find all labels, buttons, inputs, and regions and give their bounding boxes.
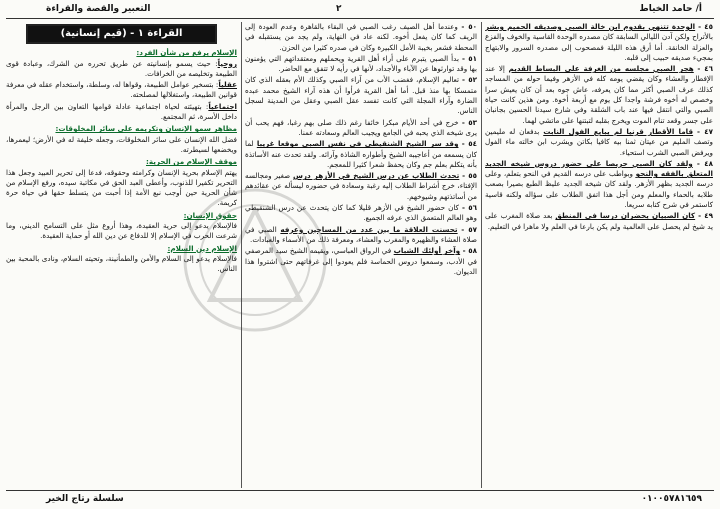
- paragraph-number: ٥١ -: [461, 53, 477, 63]
- item-text: فالإسلام يدعو إلى حرية العقيدة، وهذا أروع مثل على التسامح الديني، وما شرعت الحرب في الإسلام إلا للدفاع عن دين الله أو حماية العقيدة.: [6, 221, 237, 241]
- paragraph: [485, 64, 713, 126]
- paragraph: [485, 127, 713, 158]
- paragraph-heading: وقد سر الشيخ الشنقيطي في نفس الصبي موقعا غريبا: [256, 139, 459, 149]
- paragraph-number: ٥٠ -: [461, 22, 477, 31]
- paragraph-text: وعندما أهل الصيف رغب الصبي في البقاء بالقاهرة وعدم العودة إلى الريف كما كان يفعل أخوه. لكنه عاد في النهاية، ولم يجد من يستقبله في المحطة فشعر بخيبة الأمل الكبيرة وكان في صدره كثيرا من الحزن.: [245, 22, 477, 52]
- paragraph-text: كان حضور الشيخ في الأزهر قليلا كما كان يتحدث عن درس الشنقيطي وهو العالم المتعمق الذي عرفه الجميع.: [245, 203, 477, 223]
- section-item: [6, 102, 237, 123]
- subject-title: التعبير والقصة والقراءة: [46, 4, 151, 14]
- paragraph-text: إلا عند الإفطار والعشاء وكان يقضي يومه كله في الأزهر وفيما حوله من المساجد كذلك عرف الصبي أكثر مما كان يعرفه، عاش جوه بعد أن كان يعيش سرا وخصص له أخوه فرشة واجدا كل يوم مع أربعة أخوة. ومن هذين كانت حياة الصبي والتي انتقل فيها عند باب الشلقة وفي شارع سيدنا الحسين بجانبان على جسر وقعد تنام الموت ويخرج بقلبه لتبتنها على ماتشي لهما.: [485, 64, 713, 125]
- paragraph-number: ٥٢ -: [462, 75, 477, 85]
- section-item: [6, 254, 237, 275]
- paragraph-number: ٥٥ -: [462, 171, 477, 181]
- paragraph: [485, 22, 713, 63]
- paragraph-number: ٥٦ -: [461, 203, 477, 213]
- paragraph-text: الصبي في صلاة العشاء والظهيرة والمغرب والعشاء، ومعرفة ذلك من الأسماء والعبادات.: [245, 224, 477, 244]
- paragraph-heading: كان الصبيان يحضران درسا في المنطق: [555, 211, 696, 221]
- column-divider: [241, 22, 242, 488]
- section-title: مظاهر سمو الإنسان وتكريمه على سائر المخلوقات:: [55, 124, 237, 134]
- paragraph: [245, 225, 477, 246]
- paragraph-number: ٤٧ -: [697, 126, 713, 136]
- paragraph-heading: وآخر أولئك الشباب: [393, 246, 461, 256]
- paragraph-text: في الرواق العباسي، ويقيمه الشيخ سيد المرصفي في الأدب، وسمعوا دروس الحماسة فلم يعودوا إلى غرفاتهم حتى اشتروا هذا الديوان.: [245, 246, 477, 276]
- section-title: الإسلام دين السلام:: [167, 243, 237, 253]
- item-text: : حيث يسمو بإنسانيته عن طريق تحرره من الشرك، وعبادة قوى الطبيعة وتخليصه من الخرافات.: [6, 58, 237, 78]
- paragraph-number: ٥٧ -: [461, 224, 477, 234]
- item-text: فضل الله الإنسان على سائر المخلوقات، وجعله خليفة له في الأرض؛ ليعمرها، ويخضعها لسيطرته.: [6, 134, 237, 154]
- section-title: الإسلام يرفع من شأن الفرد:: [136, 48, 237, 58]
- paragraph: [245, 75, 477, 116]
- page-footer: [6, 490, 714, 507]
- column-middle: [245, 22, 477, 488]
- paragraph-text: تعاليم الإسلام، فغضب الأب من آراء الصبي وكذلك الأم بعقله الذي كان متمسكا بها منذ قبل. أما أهل القرية فرأوا أن هذه آراء الشيخ محمد عبده الضارة وآراء المجلة التي كانت تفسد عقل الصبي وعقل من المدينة لسجل الناس.: [245, 75, 477, 116]
- paragraph: [485, 211, 713, 232]
- paragraph-heading: الوحدة تتنهي بقدوم ابن خالة الصبي وصديقه الحميم وبشر: [485, 22, 696, 31]
- paragraph-heading: ولقد كان الصبي حريصا على حضور دروس شيخه الجديد المتعلق بالفقه والنحو: [485, 158, 713, 179]
- paragraph: [245, 22, 477, 53]
- phone-number: ٠١٠٠٥٧٨١٦٥٩: [641, 494, 702, 504]
- paragraph-heading: تحسنت العلاقة ما بين عدد من المساجين وعرفه: [280, 224, 458, 234]
- paragraph: [245, 171, 477, 202]
- item-text: : بتهيئته لحياة اجتماعية عادلة قوامها التعاون بين الرجل والمرأة داخل الأسرة، ثم المجتمع.: [6, 101, 237, 122]
- section-item: [6, 59, 237, 80]
- section-item: [6, 221, 237, 242]
- lesson-title-box: القراءة ١ - (قيم إنسانية): [26, 24, 217, 44]
- paragraph-heading: هجر الصبي مجلسه من الغرفة على البساط القديم: [508, 64, 694, 74]
- teacher-name: أ/ حامد الخياط: [639, 4, 702, 14]
- paragraph-number: ٥٣ -: [461, 117, 477, 127]
- paragraph-text: صغير ومجالسه الإفتاء، خرج أشراط الطلاب إليه رغبة وسعادة في حضوره ليسأله عن عقائدهم من أساتذتهم وشيوخهم.: [245, 171, 477, 201]
- section-title: موقف الإسلام من الحرية:: [145, 157, 237, 167]
- paragraph-text: لما كان يسمعه من أعاجيبه الشيخ وأطواره الشاذة وآرائه. ولقد تحدث عنه الأساتذة بأنه يتكلم بعلم جم وكان يحفظ شعرا كثيرا للمعجم.: [245, 139, 477, 169]
- page-number: ٢: [336, 4, 342, 14]
- paragraph-number: ٤٨ -: [696, 158, 713, 168]
- page-header: [6, 2, 714, 19]
- section-item: [6, 135, 237, 156]
- paragraph: [485, 159, 713, 210]
- paragraph-heading: تحدث الطلاب عن درس الشيخ في الأزهر درس: [293, 171, 460, 181]
- item-text: يهتم الإسلام بحرية الإنسان وكرامته وحقوقه، فدعا إلى تحرير العبيد وجعل هذا التحرير تكفيرا للذنوب، وأعطى العبد الحق في مكاتبة سيده، ورفع الإسلام من شأن الحرية حين أوجب نبع الأمة إذا أحبت من يتسلط حقها في حياة حرة كريمة.: [6, 167, 237, 208]
- series-name: سلسلة رتاج الخير: [46, 494, 124, 504]
- paragraph-text: وبواطب على درسه القديم في النحو بتعلم، وعلى درسه الجديد بظهر الأزهر. ولقد كان شيخه الجديد عليظ الطبع بصيرا بصعب طلابه بالحماء والمعلم ومن أجل هذا اتفق الطلاب على سؤاله ولكنه قاسية كاستمر في شرح كتابه سريعا.: [485, 169, 713, 210]
- paragraph-text: بدفعان له مليمين وتصف المليم من عيتان ثمنا بيه كافيا بكاتن ويشرب ابن خالته ماء الفول ويرفض الصبي الشرب استحياء.: [485, 126, 713, 157]
- section-item: [6, 80, 237, 101]
- paragraph: [245, 203, 477, 224]
- paragraph-number: ٥٤ -: [461, 139, 477, 149]
- paragraph-number: ٤٩ -: [698, 211, 713, 221]
- paragraph-heading: قاما الأقطار قرنيا لم يبايع الفول النابت: [543, 126, 694, 136]
- paragraph: [245, 139, 477, 170]
- item-text: فالإسلام يدعو إلى السلام والأمن والطمأنينة، وتحيته السلام، ونادى بالمحبة بين الناس.: [6, 253, 237, 274]
- paragraph-text: بالأتراح ولكن آدن الليالي السابقة كان مصدره الوحدة القاسية والخوف والفزع والعزلة الخانقة. أما أرق هذه الليلة فمصحوب إلى مصدره السرور والابتهاج بمجيء صديقه حبيب إلى قلبه.: [485, 32, 713, 62]
- paragraph-number: ٤٦ -: [697, 64, 713, 74]
- keyword: عقلياً: [218, 80, 237, 90]
- paragraph-number: ٥٨ -: [462, 246, 477, 256]
- paragraph-text: بعد صلاة المغرب على يد شيخ لم يحصل على العالمية ولم يكن بارعا في العلم ولا ماهرا في التعليم.: [485, 211, 713, 231]
- keyword: روحياً: [217, 58, 237, 68]
- item-text: : بتسخير عوامل الطبيعة، وقواها له، وسلطة، واستخدام عقله في معرفة قوانين الطبيعة، واستغلالها لمصلحته.: [6, 80, 237, 100]
- column-right: [485, 22, 713, 488]
- paragraph-number: ٤٥ -: [698, 22, 713, 31]
- keyword: اجتماعياً: [208, 101, 237, 111]
- paragraph: [245, 118, 477, 139]
- paragraph: [245, 54, 477, 75]
- section-item: [6, 168, 237, 209]
- column-divider: [481, 22, 482, 488]
- column-left: [6, 22, 237, 488]
- paragraph-text: بدأ الصبي يتبرم على أراء أهل القرية ويحملهم ومعتقداتهم التي يؤمنون بها وقد توارثوها عن الآباء والأجداد، لأنها في رأيه لا تتفق مع الحاضر.: [245, 53, 477, 74]
- paragraph-text: خرج في أحد الأيام مبكرا خائفا رغم ذلك صلى بهم رغبا، فهم يحب أن يرى شيخه الذي يحبه في الجامع ويجيب العالم وسعادته عمنا.: [245, 117, 477, 137]
- section-title: حقوق الإنسان:: [183, 210, 237, 220]
- paragraph: [245, 246, 477, 277]
